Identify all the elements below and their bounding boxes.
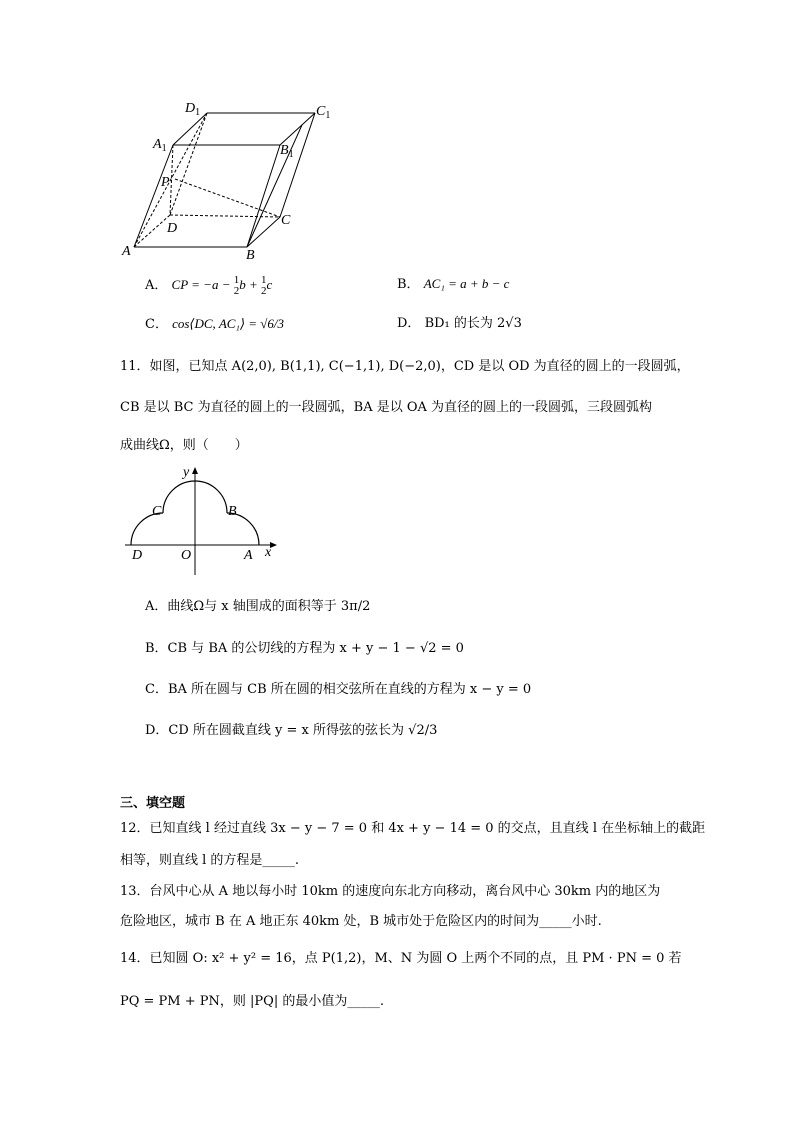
fig2-label-A: A — [244, 548, 253, 563]
q11-option-a: A．曲线Ω与 x 轴围成的面积等于 3π/2 — [145, 599, 371, 614]
label-D: D — [167, 221, 178, 236]
q13-line1: 13．台风中心从 A 地以每小时 10km 的速度向东北方向移动，离台风中心 30km 内的地区为 — [120, 884, 661, 899]
fig2-label-O: O — [181, 548, 192, 563]
edge-DD1 — [170, 113, 207, 215]
q12-line2: 相等，则直线 l 的方程是_____. — [120, 853, 300, 868]
label-D1: $D_1$ — [185, 101, 201, 118]
label-C: C — [281, 213, 291, 228]
edge-AD — [134, 215, 170, 247]
q11-option-c: C．BA 所在圆与 CB 所在圆的相交弦所在直线的方程为 x − y = 0 — [145, 682, 532, 697]
fig2-label-C: C — [152, 504, 162, 519]
edge-A1D1 — [173, 113, 207, 145]
label-P: P — [161, 175, 170, 190]
q11-stem-line3: 成曲线Ω，则（ ） — [120, 438, 248, 453]
q10-option-d: D． BD₁ 的长为 2√3 — [397, 316, 522, 331]
label-B1: $B_1$ — [280, 143, 294, 160]
fig2-label-x: x — [265, 545, 272, 560]
fig2-label-B: B — [228, 504, 237, 519]
fig2-label-D: D — [132, 548, 143, 563]
label-B: B — [246, 248, 255, 263]
arc-curve-figure — [120, 460, 285, 580]
q10-option-b: B． AC₁ = a + b − c — [397, 276, 510, 292]
y-axis-arrow-icon — [192, 467, 198, 474]
q11-option-b: B．CB 与 BA 的公切线的方程为 x + y − 1 − √2 = 0 — [145, 641, 464, 656]
edge-DC — [170, 215, 280, 217]
q10-option-a: A． CP = −a − 1 2b + 1 2c — [145, 274, 273, 297]
q14-line1: 14．已知圆 O: x² + y² = 16，点 P(1,2)，M、N 为圆 O 上两个不同的点，且 PM · PN = 0 若 — [120, 951, 682, 966]
parallelepiped-figure — [115, 95, 350, 265]
q11-stem-line2: CB 是以 BC 为直径的圆上的一段圆弧，BA 是以 OA 为直径的圆上的一段圆弧，三段圆弧构 — [120, 400, 653, 415]
q13-line2: 危险地区，城市 B 在 A 地正东 40km 处，B 城市处于危险区内的时间为_____小时. — [120, 914, 602, 929]
q10-option-a-formula: CP = −a − 1 2b + 1 2c — [171, 274, 273, 297]
label-A: A — [122, 244, 131, 259]
q11-option-d: D．CD 所在圆截直线 y = x 所得弦的弦长为 √2/3 — [145, 723, 438, 738]
label-A1: $A_1$ — [153, 137, 167, 154]
edge-BB1 — [247, 125, 302, 247]
section-title-fill-in: 三、填空题 — [120, 796, 186, 811]
q12-line1: 12．已知直线 l 经过直线 3x − y − 7 = 0 和 4x + y − 14 = 0 的交点，且直线 l 在坐标轴上的截距 — [120, 821, 706, 836]
q11-stem-line1: 11．如图，已知点 A(2,0), B(1,1), C(−1,1), D(−2,0)，CD 是以 OD 为直径的圆上的一段圆弧， — [120, 359, 690, 374]
fig2-label-y: y — [183, 465, 190, 480]
seg-PC — [175, 179, 280, 217]
q10-option-c: C． cos⟨DC, AC₁⟩ = √6/3 — [145, 316, 285, 332]
q14-line2: PQ = PM + PN，则 |PQ| 的最小值为_____. — [120, 994, 384, 1009]
label-C1: $C_1$ — [316, 104, 331, 121]
